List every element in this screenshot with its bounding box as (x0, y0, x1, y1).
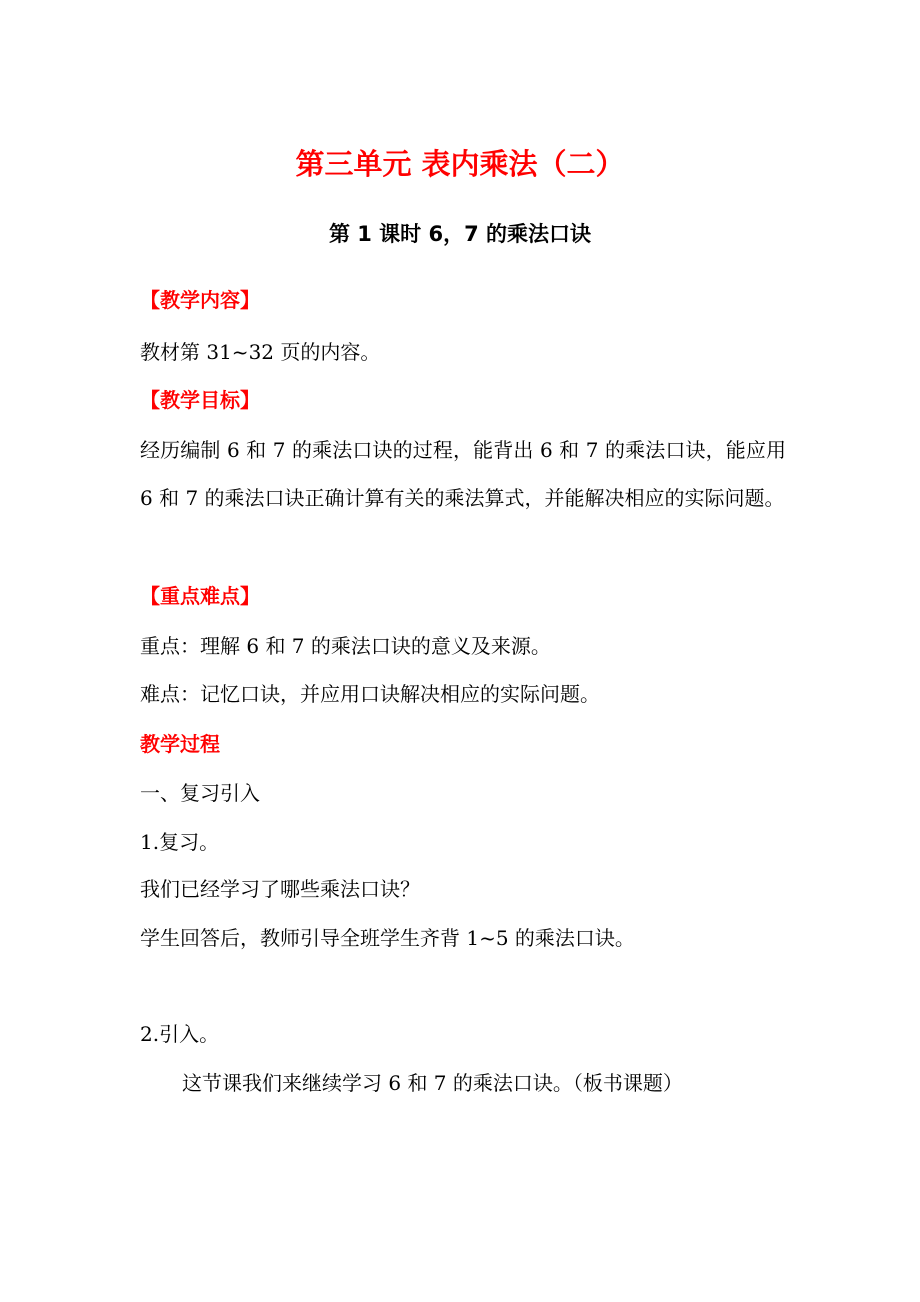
goal-text: 经历编制 6 和 7 的乘法口诀的过程，能背出 6 和 7 的乘法口诀，能应用 6 和 7 的乘法口诀正确计算有关的乘法算式，并能解决相应的实际问题。 (140, 438, 786, 510)
part1-heading: 一、复习引入 (140, 781, 260, 805)
step1-answer: 学生回答后，教师引导全班学生齐背 1~5 的乘法口诀。 (140, 926, 635, 950)
step1-label: 1.复习。 (140, 830, 220, 854)
content-heading: 【教学内容】 (140, 288, 260, 312)
content-text: 教材第 31~32 页的内容。 (140, 340, 381, 364)
step2-text: 这节课我们来继续学习 6 和 7 的乘法口诀。（板书课题） (182, 1071, 683, 1095)
goal-heading: 【教学目标】 (140, 388, 260, 412)
key-difficulty-heading: 【重点难点】 (140, 584, 260, 608)
process-heading: 教学过程 (140, 732, 220, 756)
key-point-text: 重点：理解 6 和 7 的乘法口诀的意义及来源。 (140, 634, 551, 658)
lesson-subtitle: 第 1 课时 6，7 的乘法口诀 (328, 222, 592, 246)
step1-question: 我们已经学习了哪些乘法口诀？ (140, 877, 420, 901)
document-title: 第三单元 表内乘法（二） (295, 147, 625, 181)
step2-label: 2.引入。 (140, 1022, 220, 1046)
difficult-point-text: 难点：记忆口诀，并应用口诀解决相应的实际问题。 (140, 682, 600, 706)
